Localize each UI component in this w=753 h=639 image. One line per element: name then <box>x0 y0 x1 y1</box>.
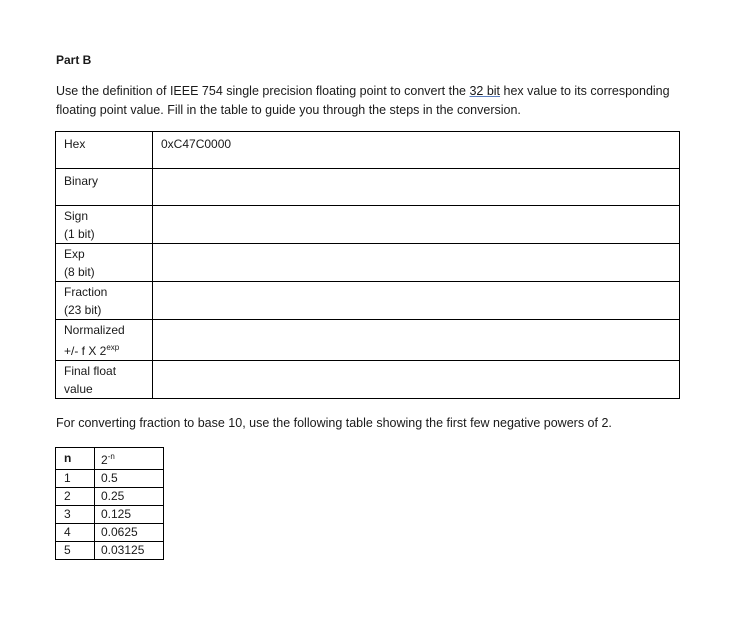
row-label <box>56 282 153 320</box>
powers-row <box>56 524 164 542</box>
header-n: n <box>56 448 95 470</box>
row-label <box>56 361 153 399</box>
table-row <box>56 169 680 206</box>
power-value: 0.125 <box>95 506 164 524</box>
row-value-cell <box>153 244 680 282</box>
power-n: 1 <box>56 470 95 488</box>
row-label <box>56 320 153 361</box>
table-row <box>56 206 680 244</box>
powers-row <box>56 470 164 488</box>
label-subtext: (1 bit) <box>64 227 95 241</box>
conversion-table <box>55 131 680 399</box>
header-superscript: -n <box>107 452 115 461</box>
powers-row <box>56 488 164 506</box>
table-row <box>56 132 680 169</box>
instructions-text-2: hex value to its corresponding floating point value. Fill in the table to guide you through the steps in the conversion. <box>56 84 670 117</box>
row-label <box>56 169 153 206</box>
label-subtext: value <box>64 382 93 396</box>
label-text: Fraction <box>64 285 108 299</box>
power-n: 3 <box>56 506 95 524</box>
row-value-cell <box>153 206 680 244</box>
power-n: 2 <box>56 488 95 506</box>
row-value-cell <box>153 282 680 320</box>
power-n: 4 <box>56 524 95 542</box>
table-row <box>56 361 680 399</box>
header-power <box>95 448 164 470</box>
power-n: 5 <box>56 542 95 560</box>
label-superscript: exp <box>106 343 120 352</box>
header-base: 2 <box>101 453 108 467</box>
powers-table <box>55 447 164 560</box>
label-subtext: (23 bit) <box>64 303 102 317</box>
hex-value: 0xC47C0000 <box>161 137 232 151</box>
label-text: Sign <box>64 209 89 223</box>
label-text: Normalized <box>64 323 125 337</box>
power-value: 0.0625 <box>95 524 164 542</box>
label-subtext: (8 bit) <box>64 265 95 279</box>
row-value-cell <box>153 361 680 399</box>
instructions-underlined-term: 32 bit <box>469 84 501 98</box>
label-text: Exp <box>64 247 85 261</box>
label-subtext: +/- f X 2 <box>64 344 107 358</box>
label-text: Final float <box>64 364 117 378</box>
power-value: 0.5 <box>95 470 164 488</box>
power-value: 0.03125 <box>95 542 164 560</box>
powers-header-row <box>56 448 164 470</box>
row-label <box>56 244 153 282</box>
label-text: Binary <box>64 174 99 188</box>
row-value-cell <box>153 169 680 206</box>
table-row <box>56 282 680 320</box>
instructions-text-1: Use the definition of IEEE 754 single precision floating point to convert the <box>56 84 470 98</box>
table-row <box>56 244 680 282</box>
powers-intro-text: For converting fraction to base 10, use the following table showing the first few negative powers of 2. <box>56 416 612 430</box>
row-label <box>56 132 153 169</box>
instructions-paragraph <box>56 82 686 120</box>
label-text: Hex <box>64 137 86 151</box>
row-label <box>56 206 153 244</box>
powers-row <box>56 542 164 560</box>
row-value-cell <box>153 132 680 169</box>
powers-row <box>56 506 164 524</box>
table-row <box>56 320 680 361</box>
power-value: 0.25 <box>95 488 164 506</box>
section-heading: Part B <box>56 53 92 67</box>
row-value-cell <box>153 320 680 361</box>
